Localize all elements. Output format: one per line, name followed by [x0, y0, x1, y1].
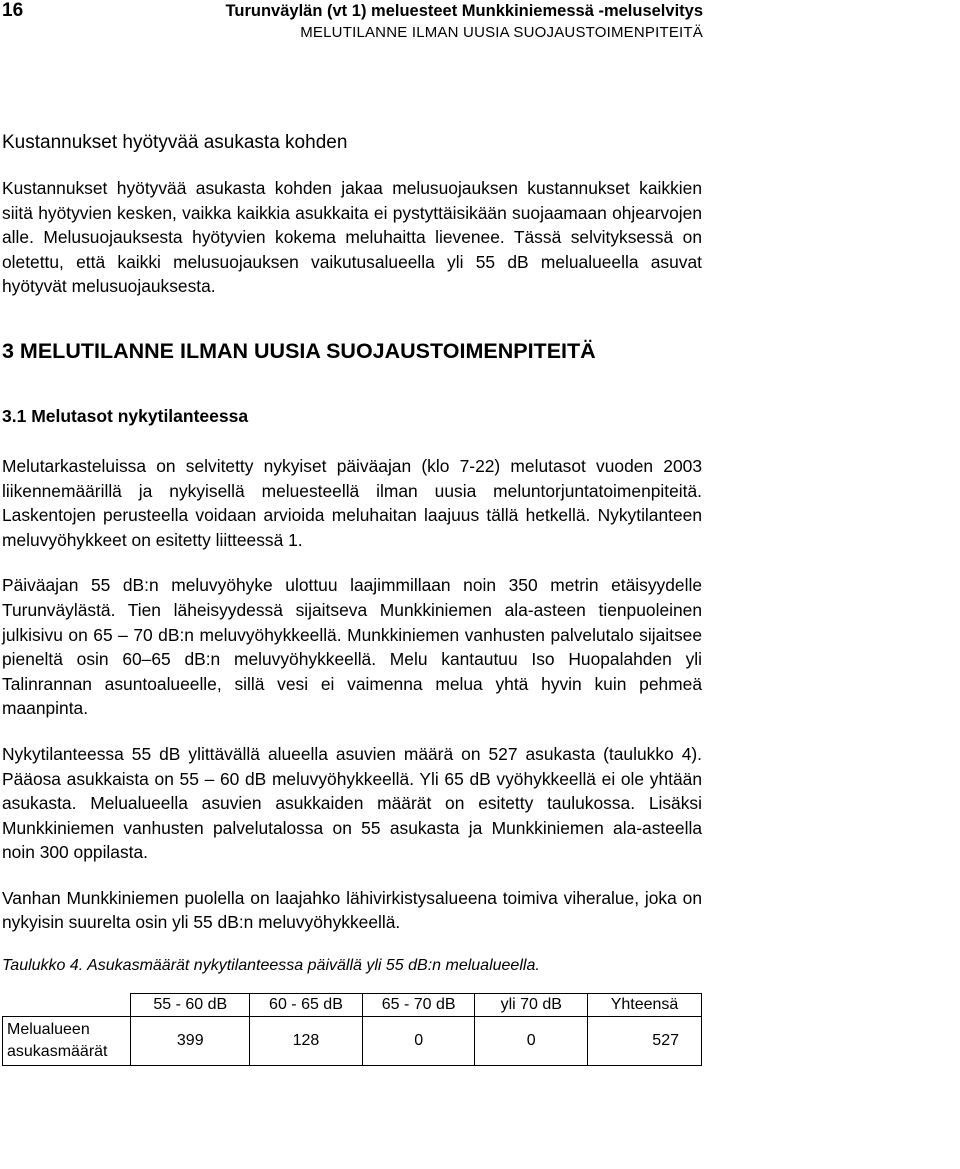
- column-header: Yhteensä: [588, 994, 702, 1017]
- table-row: [3, 1017, 702, 1066]
- paragraph: Päiväajan 55 dB:n meluvyöhyke ulottuu laajimmillaan noin 350 metrin etäisyydelle Turunväylästä. Tien läheisyydessä sijaitseva Munkkiniemen ala-asteen tienpuoleinen julkisivu on 65 – 70 dB:n meluvyöhykkeellä. Munkkiniemen vanhusten palvelutalo sijaitsee pieneltä osin 60–65 dB:n meluvyöhykkeellä. Melu kantautuu Iso Huopalahden yli Talinrannan asuntoalueelle, sillä vesi ei vaimenna melua yhtä hyvin kuin pehmeä maanpinta.: [2, 575, 702, 719]
- header-title: Turunväylän (vt 1) meluesteet Munkkiniemessä -meluselvitys: [225, 2, 703, 20]
- paragraph: Nykytilanteessa 55 dB ylittävällä alueella asuvien määrä on 527 asukasta (taulukko 4). Pääosa asukkaista on 55 – 60 dB meluvyöhykkeellä. Yli 65 dB vyöhykkeellä ei ole yhtään asukasta. Melualueella asuvien asukkaiden määrät on esitetty taulukossa. Lisäksi Munkkiniemen vanhusten palvelutalossa on 55 asukasta ja Munkkiniemen ala-asteella noin 300 oppilasta.: [2, 743, 702, 863]
- residents-table: [2, 993, 702, 1066]
- chapter-3-heading: 3 MELUTILANNE ILMAN UUSIA SUOJAUSTOIMENPITEITÄ: [2, 338, 596, 363]
- column-header: 60 - 65 dB: [250, 994, 363, 1017]
- column-header: yli 70 dB: [475, 994, 588, 1017]
- table-cell: 399: [131, 1017, 250, 1066]
- paragraph: Vanhan Munkkiniemen puolella on laajahko lähivirkistysalueena toimiva viheralue, joka on nykyisin suurelta osin yli 55 dB:n meluvyöhykkeellä.: [2, 887, 702, 933]
- table-corner-cell: [3, 994, 131, 1017]
- row-label: Melualueen asukasmäärät: [3, 1017, 131, 1066]
- costs-heading: Kustannukset hyötyvää asukasta kohden: [2, 132, 348, 153]
- table-caption: Taulukko 4. Asukasmäärät nykytilanteessa päivällä yli 55 dB:n melualueella.: [2, 957, 540, 975]
- page-body: [2, 130, 702, 1066]
- table-cell: 527: [588, 1017, 702, 1066]
- column-header: 55 - 60 dB: [131, 994, 250, 1017]
- table-header-row: [3, 994, 702, 1017]
- column-header: 65 - 70 dB: [362, 994, 475, 1017]
- header-subtitle: MELUTILANNE ILMAN UUSIA SUOJAUSTOIMENPITEITÄ: [300, 24, 703, 41]
- paragraph: Melutarkasteluissa on selvitetty nykyiset päiväajan (klo 7-22) melutasot vuoden 2003 liikennemäärillä ja nykyisellä meluesteellä ilman uusia meluntorjuntatoimenpiteitä. Laskentojen perusteella voidaan arvioida meluhaitan laajuus tällä hetkellä. Nykytilanteen meluvyöhykkeet on esitetty liitteessä 1.: [2, 455, 702, 550]
- table-cell: 128: [250, 1017, 363, 1066]
- table-cell: 0: [362, 1017, 475, 1066]
- page-number: 16: [2, 0, 24, 21]
- table-cell: 0: [475, 1017, 588, 1066]
- section-3-1-heading: 3.1 Melutasot nykytilanteessa: [2, 405, 249, 426]
- costs-paragraph: Kustannukset hyötyvää asukasta kohden jakaa melusuojauksen kustannukset kaikkien siitä hyötyvien kesken, vaikka kaikkia asukkaita ei pystyttäisikään suojaamaan ohjearvojen alle. Melusuojauksesta hyötyvien kokema meluhaitta lievenee. Tässä selvityksessä on oletettu, että kaikki melusuojauksen vaikutusalueella yli 55 dB melualueella asuvat hyötyvät melusuojauksesta.: [2, 178, 702, 297]
- running-header: [226, 0, 703, 44]
